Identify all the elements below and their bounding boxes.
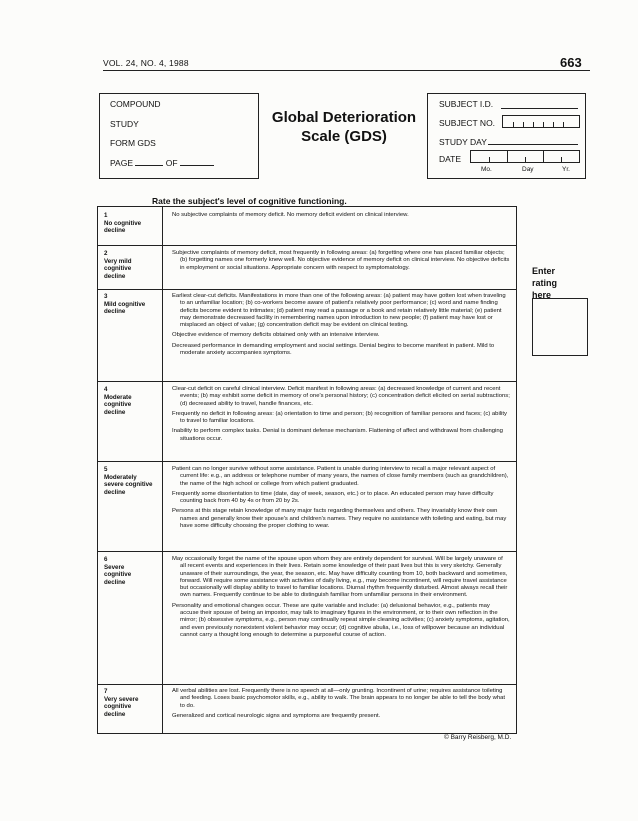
form-title (262, 108, 426, 146)
stage-number: 7 (104, 688, 108, 695)
description-paragraph: Frequently no deficit in following areas: (a) orientation to time and person; (b) recognition of familiar persons and faces; (c) ability to travel to familiar locations. (172, 410, 507, 425)
description-paragraph: Frequently some disorientation to time (date, day of week, season, etc.) or to place. An educated person may have difficulty counting back from 40 by 4s or from 20 by 2s. (172, 490, 494, 505)
description-paragraph: No subjective complaints of memory deficit. No memory deficit evident on clinical interview. (172, 212, 409, 218)
page-label: PAGE (110, 158, 133, 168)
study-day-field[interactable] (488, 134, 578, 145)
stage-number: 2 (104, 250, 108, 257)
stage-number: 5 (104, 466, 108, 473)
rating-line-3: here (532, 290, 552, 300)
description-paragraph: Persons at this stage retain knowledge of many major facts regarding themselves and others. They invariably know their own names and generally know their spouse's and children's names. They require no assistance with toileting and eating, but may have some difficulty choosing the proper clothing to wear. (172, 508, 507, 530)
stage-number: 3 (104, 293, 108, 300)
stage-number: 4 (104, 386, 108, 393)
rating-line-1: Enter (532, 266, 556, 276)
description-paragraph: Decreased performance in demanding employment and social settings. Denial begins to become manifest in patient. Mild to moderate anxiety accompanies symptoms. (172, 342, 495, 357)
stage-7-description (172, 688, 510, 723)
instruction: Rate the subject's level of cognitive functioning. (152, 196, 347, 206)
journal-volume: VOL. 24, NO. 4, 1988 (103, 58, 189, 68)
description-paragraph: Generalized and cortical neurologic signs and symptoms are frequently present. (172, 712, 381, 719)
subject-id-label: SUBJECT I.D. (439, 99, 494, 109)
page-of-field (110, 157, 214, 168)
copyright-credit: © Barry Reisberg, M.D. (444, 734, 512, 741)
gds-scale-table (97, 206, 517, 734)
stage-name: Very mild cognitive decline (104, 257, 132, 280)
row-divider (98, 551, 516, 552)
of-label: OF (165, 158, 178, 168)
description-paragraph: May occasionally forget the name of the spouse upon whom they are entirely dependent for survival. Will be largely unaware of all recent events and experiences in their lives. Retain some knowledge of their past lives but this is very sketchy. Generally unaware of their surroundings, the year, the season, etc. May have difficulty counting from 10, both backward and sometimes, forward. Will require some assistance with activities of daily living, e.g., may become incontinent, will require travel assistance but occasionally will display ability to travel to familiar locations. Diurnal rhythm frequently disturbed. Almost always recall their own names. Frequently continue to be able to distinguish familiar from unfamiliar persons in their environment. (172, 556, 508, 599)
rating-line-2: rating (532, 278, 558, 288)
title-line-2: Scale (GDS) (301, 128, 387, 145)
year-label: Yr. (562, 166, 570, 173)
stage-4-description (172, 386, 510, 446)
description-paragraph: Patient can no longer survive without some assistance. Patient is unable during interview to recall a major relevant aspect of current life: e.g., an address or telephone number of many years, the names of close family members (such as grandchildren), the name of the high school or college from which patient graduated. (172, 466, 509, 487)
study-label: STUDY (110, 119, 139, 129)
stage-1-label (104, 212, 158, 235)
description-paragraph: Subjective complaints of memory deficit, most frequently in following areas: (a) forgetting where one has placed familiar objects; (b) forgetting names one formerly knew well. No objective evidence of memory deficit on clinical interview. No objective deficits in employment or social situations. Appropriate concern with respect to symptomatology. (172, 250, 510, 271)
study-day-label: STUDY DAY (439, 137, 487, 147)
description-paragraph: Inability to perform complex tasks. Denial is dominant defense mechanism. Flattening of affect and withdrawal from challenging situations occur. (172, 428, 503, 442)
rating-entry-box[interactable] (532, 298, 588, 356)
row-divider (98, 289, 516, 290)
subject-box (427, 93, 586, 179)
stage-2-label (104, 250, 154, 280)
stage-1-description (172, 212, 510, 222)
stage-6-label (104, 556, 152, 586)
row-divider (98, 684, 516, 685)
header-rule (103, 70, 590, 71)
stage-number: 6 (104, 556, 108, 563)
row-divider (98, 461, 516, 462)
stage-2-description (172, 250, 510, 275)
stage-6-description (172, 556, 510, 642)
stage-name: Very severe cognitive decline (104, 695, 139, 718)
description-paragraph: Clear-cut deficit on careful clinical interview. Deficit manifest in following areas: (a) decreased knowledge of current and recent events; (b) may exhibit some deficit in memory of one's personal history; (c) concentration deficit elicited on serial subtractions; (d) decreased ability to travel, handle finances, etc. (172, 386, 510, 407)
compound-label: COMPOUND (110, 99, 161, 109)
study-id-box (99, 93, 259, 179)
day-label: Day (522, 166, 534, 173)
subject-no-field[interactable] (502, 115, 580, 128)
date-field[interactable] (470, 150, 580, 163)
stage-name: Moderate cognitive decline (104, 393, 132, 416)
column-divider (162, 207, 163, 733)
description-paragraph: All verbal abilities are lost. Frequently there is no speech at all—only grunting. Incontinent of urine; requires assistance toileting and feeding. Loses basic psychomotor skills, e.g., ability to walk. The brain appears to no longer be able to tell the body what to do. (172, 688, 506, 709)
stage-name: Mild cognitive decline (104, 300, 146, 316)
date-label: DATE (439, 154, 462, 164)
description-paragraph: Personality and emotional changes occur. These are quite variable and include: (a) delusional behavior, e.g., patients may accuse their spouse of being an impostor, may talk to imaginary figures in the environment, or to their own reflection in the mirror; (b) obsessive symptoms, e.g., person may continually repeat simple cleaning activities; (c) anxiety symptoms, agitation, and even previously nonexistent violent behavior may occur; (d) cognitive abulia, i.e., loss of willpower because an individual cannot carry a thought long enough to determine a purposeful course of action. (172, 602, 510, 638)
stage-5-description (172, 466, 510, 533)
form-label: FORM GDS (110, 138, 156, 148)
page-number: 663 (560, 55, 582, 70)
description-paragraph: Earliest clear-cut deficits. Manifestations in more than one of the following areas: (a) patient may have gotten lost when traveling to an unfamiliar location; (b) co-workers become aware of patient's relatively poor performance; (c) word and name finding deficits become evident to intimates; (d) patient may read a passage or a book and retain relatively little material; (e) patient may demonstrate decreased facility in remembering names upon introduction to new people; (f) patient may have lost or misplaced an object of value; (g) concentration deficit may be evident on clinical testing. (172, 293, 506, 329)
stage-7-label (104, 688, 154, 718)
stage-name: Severe cognitive decline (104, 563, 132, 586)
of-blank[interactable] (180, 157, 214, 166)
stage-name: Moderately severe cognitive decline (104, 473, 153, 496)
row-divider (98, 245, 516, 246)
stage-name: No cognitive decline (104, 219, 142, 235)
month-label: Mo. (481, 166, 492, 173)
stage-3-label (104, 293, 162, 316)
subject-id-field[interactable] (501, 98, 578, 109)
page-blank[interactable] (135, 157, 163, 166)
row-divider (98, 381, 516, 382)
stage-3-description (172, 293, 510, 360)
title-line-1: Global Deterioration (271, 109, 417, 126)
stage-5-label (104, 466, 154, 496)
description-paragraph: Objective evidence of memory deficits obtained only with an intensive interview. (172, 332, 380, 339)
enter-rating-label (532, 265, 557, 301)
stage-4-label (104, 386, 152, 416)
stage-number: 1 (104, 212, 108, 219)
subject-no-label: SUBJECT NO. (439, 118, 496, 128)
